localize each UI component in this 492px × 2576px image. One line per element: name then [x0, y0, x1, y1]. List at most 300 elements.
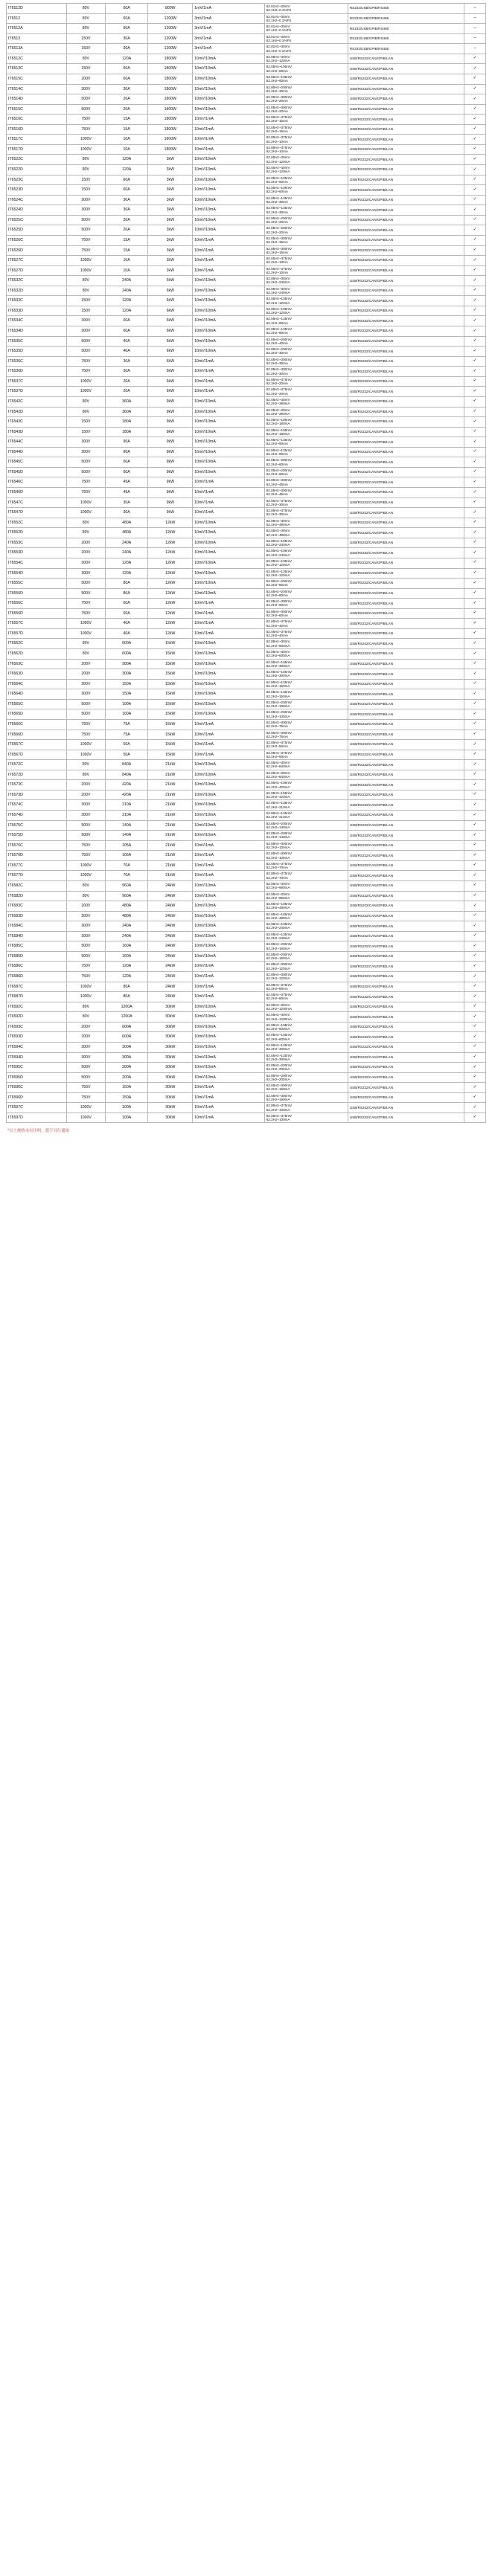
- range-line: 62.2Hz~100mA: [266, 1118, 290, 1122]
- cell-voltage: 1000V: [66, 144, 105, 155]
- table-row: [7, 286, 486, 296]
- cell-current: 600A: [105, 1022, 147, 1032]
- cell-current: 150A: [105, 679, 147, 689]
- cell-power: 3kW: [148, 155, 193, 165]
- cell-model: IT6512C: [7, 54, 67, 64]
- cell-check: ✓: [464, 165, 486, 176]
- cell-power: 24kW: [148, 921, 193, 932]
- cell-power: 15kW: [148, 669, 193, 680]
- cell-interface: USB/RS232/CAN/GPIB/LAN: [348, 256, 464, 266]
- cell-interface: USB/RS232/CAN/GPIB/LAN: [348, 730, 464, 740]
- range-line: 62.2Hz~960mA: [266, 886, 290, 890]
- cell-model: IT6532D: [7, 286, 67, 296]
- cell-power: 6kW: [148, 276, 193, 286]
- cell-range: [264, 901, 348, 912]
- cell-interface: USB/RS232/CAN/GPIB/LAN: [348, 387, 464, 397]
- table-body: [7, 4, 486, 1123]
- cell-model: IT6535C: [7, 336, 67, 347]
- cell-model: IT6535D: [7, 347, 67, 357]
- cell-interface: USB/RS232/CAN/GPIB/LAN: [348, 880, 464, 891]
- table-row: [7, 155, 486, 165]
- table-row: [7, 447, 486, 457]
- cell-interface: USB/RS232/CAN/GPIB/LAN: [348, 811, 464, 821]
- range-line: 62.05Hz~30mV: [266, 761, 290, 765]
- cell-check: ✓: [464, 921, 486, 932]
- range-line: 62.2Hz~120mA: [266, 573, 290, 577]
- cell-power: 1200W: [148, 13, 193, 24]
- cell-voltage: 300V: [66, 800, 105, 811]
- cell-range: [264, 851, 348, 861]
- cell-resolution: 10mV/10mA: [193, 165, 264, 176]
- cell-resolution: 10mV/1mA: [193, 488, 264, 498]
- table-row: [7, 427, 486, 437]
- cell-voltage: 300V: [66, 689, 105, 700]
- cell-current: 210A: [105, 811, 147, 821]
- cell-voltage: 750V: [66, 1083, 105, 1093]
- cell-power: 21kW: [148, 760, 193, 770]
- cell-check: ✓: [464, 1092, 486, 1103]
- cell-model: IT6547C: [7, 498, 67, 508]
- cell-resolution: 10mV/10mA: [193, 800, 264, 811]
- cell-current: 60A: [105, 24, 147, 34]
- cell-current: 600A: [105, 649, 147, 660]
- range-line: 62.2Hz~60mA: [266, 179, 288, 184]
- cell-interface: USB/RS232/CAN/GPIB/LAN: [348, 316, 464, 326]
- cell-interface: USB/RS232/CAN/GPIB/LAN: [348, 669, 464, 680]
- cell-power: 15kW: [148, 750, 193, 760]
- cell-interface: USB/RS232/CAN/GPIB/LAN: [348, 860, 464, 871]
- cell-power: 30kW: [148, 1103, 193, 1113]
- cell-interface: USB/RS232/CAN/GPIB/LAN: [348, 628, 464, 639]
- cell-resolution: 10mV/1mA: [193, 860, 264, 871]
- cell-voltage: 500V: [66, 941, 105, 952]
- cell-power: 3kW: [148, 195, 193, 205]
- range-line: 62.2Hz~90mA: [266, 452, 288, 457]
- cell-current: 80A: [105, 982, 147, 992]
- cell-range: [264, 639, 348, 649]
- table-row: [7, 124, 486, 135]
- cell-interface: USB/RS232/CAN/GPIB/LAN: [348, 599, 464, 609]
- cell-range: [264, 347, 348, 357]
- cell-current: 40A: [105, 619, 147, 629]
- cell-model: IT6532C: [7, 276, 67, 286]
- range-line: 62.2Hz~60mA: [266, 68, 288, 73]
- table-row: [7, 44, 486, 54]
- table-row: [7, 1022, 486, 1032]
- cell-range: [264, 941, 348, 952]
- cell-model: IT6596D: [7, 1092, 67, 1103]
- cell-range: [264, 407, 348, 417]
- cell-current: 480A: [105, 518, 147, 528]
- cell-check: –: [464, 44, 486, 54]
- cell-power: 15kW: [148, 659, 193, 669]
- cell-current: 30A: [105, 195, 147, 205]
- cell-power: 1800W: [148, 135, 193, 145]
- range-line: 62.2Hz~140mA: [266, 835, 290, 840]
- cell-voltage: 1000V: [66, 740, 105, 750]
- range-line: 62.05Hz~300mV: [266, 489, 293, 492]
- table-row: [7, 992, 486, 1002]
- table-row: [7, 619, 486, 629]
- cell-voltage: 750V: [66, 840, 105, 851]
- cell-check: ✓: [464, 860, 486, 871]
- cell-current: 200A: [105, 1072, 147, 1083]
- cell-model: IT6536C: [7, 356, 67, 367]
- range-line: 62.05Hz~135mV: [266, 801, 293, 805]
- table-row: [7, 941, 486, 952]
- cell-voltage: 1000V: [66, 628, 105, 639]
- cell-interface: USB/RS232/CAN/GPIB/LAN: [348, 982, 464, 992]
- cell-current: 300A: [105, 669, 147, 680]
- cell-voltage: 500V: [66, 579, 105, 589]
- cell-power: 9kW: [148, 417, 193, 428]
- cell-power: 6kW: [148, 347, 193, 357]
- cell-range: [264, 921, 348, 932]
- cell-check: ✓: [464, 235, 486, 245]
- range-line: 62.2Hz~60mA: [266, 331, 288, 335]
- range-line: 62.05Hz~105mV: [266, 538, 293, 543]
- cell-current: 105A: [105, 840, 147, 851]
- range-line: 62.05Hz~135mV: [266, 922, 293, 927]
- cell-range: [264, 568, 348, 579]
- cell-model: IT6567D: [7, 750, 67, 760]
- cell-interface: USB/RS232/CAN/GPIB/LAN: [348, 1063, 464, 1073]
- cell-range: [264, 376, 348, 387]
- cell-model: IT6577C: [7, 860, 67, 871]
- cell-voltage: 300V: [66, 568, 105, 579]
- cell-model: IT6524D: [7, 205, 67, 216]
- cell-check: ✓: [464, 931, 486, 941]
- cell-check: ✓: [464, 891, 486, 901]
- cell-resolution: 10mV/1mA: [193, 135, 264, 145]
- cell-resolution: 10mV/10mA: [193, 447, 264, 457]
- cell-check: ✓: [464, 982, 486, 992]
- cell-voltage: 500V: [66, 951, 105, 962]
- cell-model: IT6533C: [7, 296, 67, 306]
- cell-power: 9kW: [148, 457, 193, 468]
- cell-interface: USB/RS232/CAN/GPIB/LAN: [348, 548, 464, 558]
- range-line: 62.05Hz~105mV: [266, 176, 293, 180]
- cell-interface: USB/RS232/CAN/GPIB/LAN: [348, 962, 464, 972]
- table-row: [7, 871, 486, 881]
- range-line: 62.2Hz~60mA: [266, 79, 288, 83]
- cell-interface: USB/RS232/CAN/GPIB/LAN: [348, 689, 464, 700]
- cell-range: [264, 820, 348, 831]
- range-line: 62.2Hz~160mA: [266, 946, 290, 950]
- cell-voltage: 1000V: [66, 135, 105, 145]
- cell-check: ✓: [464, 144, 486, 155]
- range-line: 62.2Hz~20mA: [266, 109, 288, 113]
- cell-interface: USB/RS232/CAN/GPIB/LAN: [348, 538, 464, 548]
- cell-model: IT6555C: [7, 579, 67, 589]
- range-line: 62.05Hz~30mV: [266, 155, 290, 160]
- cell-interface: USB/RS232/CAN/GPIB/LAN: [348, 851, 464, 861]
- cell-check: ✓: [464, 286, 486, 296]
- cell-check: ✓: [464, 669, 486, 680]
- cell-interface: USB/RS232/CAN/GPIB/LAN: [348, 1083, 464, 1093]
- cell-range: [264, 24, 348, 34]
- cell-resolution: 10mV/10mA: [193, 699, 264, 709]
- cell-resolution: 10mV/10mA: [193, 286, 264, 296]
- cell-model: IT6533D: [7, 306, 67, 316]
- range-line: 62.05Hz~135mV: [266, 569, 293, 573]
- cell-interface: USB/RS232/CAN/GPIB/LAN: [348, 135, 464, 145]
- range-line: 62.2Hz~120mA: [266, 59, 290, 63]
- cell-power: 800W: [148, 4, 193, 14]
- cell-interface: USB/RS232/CAN/GPIB/LAN: [348, 911, 464, 921]
- cell-model: IT6587D: [7, 992, 67, 1002]
- range-line: 62.05Hz~200mV: [266, 347, 293, 352]
- cell-voltage: 200V: [66, 659, 105, 669]
- cell-check: ✓: [464, 508, 486, 518]
- cell-resolution: 10mV/10mA: [193, 306, 264, 316]
- cell-power: 21kW: [148, 851, 193, 861]
- range-line: 62.1Hz~0.1%FS: [266, 38, 292, 42]
- cell-range: [264, 972, 348, 982]
- cell-voltage: 300V: [66, 921, 105, 932]
- table-row: [7, 4, 486, 14]
- cell-power: 6kW: [148, 336, 193, 347]
- cell-range: [264, 1103, 348, 1113]
- cell-check: ✓: [464, 558, 486, 568]
- cell-resolution: 10mV/10mA: [193, 639, 264, 649]
- range-line: 62.2Hz~80mA: [266, 593, 288, 597]
- cell-model: IT6554D: [7, 568, 67, 579]
- cell-model: IT6547D: [7, 508, 67, 518]
- cell-resolution: 10mV/10mA: [193, 931, 264, 941]
- cell-check: ✓: [464, 880, 486, 891]
- cell-range: [264, 467, 348, 477]
- cell-model: IT6572C: [7, 760, 67, 770]
- cell-model: IT6545D: [7, 467, 67, 477]
- cell-model: IT6546D: [7, 488, 67, 498]
- cell-current: 120A: [105, 54, 147, 64]
- table-row: [7, 962, 486, 972]
- range-line: 62.2Hz~150mA: [266, 683, 290, 688]
- cell-model: IT6584C: [7, 921, 67, 932]
- range-line: 62.05Hz~30mV: [266, 881, 290, 886]
- cell-range: [264, 276, 348, 286]
- cell-resolution: 3mV/1mA: [193, 24, 264, 34]
- cell-current: 300A: [105, 659, 147, 669]
- table-row: [7, 820, 486, 831]
- cell-power: 15kW: [148, 730, 193, 740]
- cell-voltage: 80V: [66, 518, 105, 528]
- range-line: 62.2Hz~240mA: [266, 926, 290, 930]
- cell-range: [264, 306, 348, 316]
- cell-power: 12kW: [148, 628, 193, 639]
- range-line: 62.2Hz~100mA: [266, 704, 290, 709]
- cell-range: [264, 800, 348, 811]
- range-line: 62.2Hz~40mA: [266, 351, 288, 355]
- cell-current: 20A: [105, 215, 147, 225]
- cell-voltage: 750V: [66, 235, 105, 245]
- cell-interface: USB/RS232/CAN/GPIB/LAN: [348, 800, 464, 811]
- cell-current: 60A: [105, 457, 147, 468]
- cell-resolution: 10mV/1mA: [193, 1083, 264, 1093]
- cell-voltage: 300V: [66, 205, 105, 216]
- cell-power: 24kW: [148, 962, 193, 972]
- cell-voltage: 500V: [66, 215, 105, 225]
- cell-range: [264, 1052, 348, 1063]
- cell-check: ✓: [464, 639, 486, 649]
- cell-resolution: 10mV/1mA: [193, 508, 264, 518]
- cell-voltage: 750V: [66, 477, 105, 488]
- range-line: 62.05Hz~135mV: [266, 74, 293, 79]
- cell-model: IT6567C: [7, 740, 67, 750]
- cell-current: 960A: [105, 891, 147, 901]
- cell-range: [264, 518, 348, 528]
- cell-range: [264, 1012, 348, 1023]
- cell-power: 12kW: [148, 558, 193, 568]
- range-line: 62.05Hz~300mV: [266, 236, 293, 240]
- cell-model: IT6526C: [7, 235, 67, 245]
- cell-interface: USB/RS232/CAN/GPIB/LAN: [348, 467, 464, 477]
- range-line: 62.2Hz~160mA: [266, 956, 290, 961]
- cell-check: ✓: [464, 488, 486, 498]
- cell-resolution: 10mV/10mA: [193, 901, 264, 912]
- cell-current: 60A: [105, 326, 147, 337]
- cell-resolution: 10mV/10mA: [193, 396, 264, 407]
- range-line: 62.2Hz~480mA: [266, 532, 290, 537]
- table-row: [7, 528, 486, 538]
- cell-check: ✓: [464, 901, 486, 912]
- cell-resolution: 10mV/10mA: [193, 155, 264, 165]
- cell-power: 9kW: [148, 498, 193, 508]
- table-row: [7, 709, 486, 720]
- range-line: 62.2Hz~600mA: [266, 1037, 290, 1041]
- cell-resolution: 10mV/10mA: [193, 427, 264, 437]
- cell-resolution: 10mV/1mA: [193, 1112, 264, 1123]
- range-line: 62.01Hz~30mV: [266, 14, 290, 19]
- cell-voltage: 80V: [66, 528, 105, 538]
- range-line: 62.05Hz~375mV: [266, 741, 293, 745]
- cell-power: 30kW: [148, 1052, 193, 1063]
- table-row: [7, 518, 486, 528]
- cell-check: ✓: [464, 306, 486, 316]
- table-row: [7, 1103, 486, 1113]
- table-row: [7, 396, 486, 407]
- cell-voltage: 80V: [66, 396, 105, 407]
- cell-interface: USB/RS232/CAN/GPIB/LAN: [348, 296, 464, 306]
- table-row: [7, 760, 486, 770]
- cell-model: IT6565D: [7, 709, 67, 720]
- cell-resolution: 10mV/10mA: [193, 891, 264, 901]
- table-row: [7, 740, 486, 750]
- cell-check: ✓: [464, 992, 486, 1002]
- range-line: 62.05Hz~135mV: [266, 690, 293, 695]
- range-line: 62.2Hz~1200mA: [266, 1017, 293, 1021]
- range-line: 62.2Hz~60mA: [266, 603, 288, 608]
- cell-check: ✓: [464, 447, 486, 457]
- cell-current: 80A: [105, 588, 147, 599]
- cell-interface: USB/RS232/CAN/GPIB/LAN: [348, 558, 464, 568]
- cell-voltage: 300V: [66, 1052, 105, 1063]
- cell-current: 1200A: [105, 1002, 147, 1012]
- cell-current: 10A: [105, 135, 147, 145]
- range-line: 62.2Hz~30mA: [266, 210, 288, 214]
- cell-range: [264, 185, 348, 196]
- cell-voltage: 150V: [66, 175, 105, 185]
- cell-range: [264, 699, 348, 709]
- table-row: [7, 24, 486, 34]
- cell-range: [264, 54, 348, 64]
- range-line: 62.05Hz~375mV: [266, 125, 293, 129]
- cell-current: 60A: [105, 13, 147, 24]
- cell-model: IT6566C: [7, 719, 67, 730]
- cell-range: [264, 840, 348, 851]
- cell-interface: USB/RS232/CAN/GPIB/LAN: [348, 992, 464, 1002]
- cell-range: [264, 1022, 348, 1032]
- cell-current: 60A: [105, 608, 147, 619]
- cell-model: IT6534C: [7, 316, 67, 326]
- cell-range: [264, 558, 348, 568]
- cell-interface: USB/RS232/CAN/GPIB/LAN: [348, 891, 464, 901]
- cell-model: IT6554C: [7, 558, 67, 568]
- cell-check: ✓: [464, 760, 486, 770]
- range-line: 62.2Hz~80mA: [266, 583, 288, 587]
- table-row: [7, 437, 486, 448]
- cell-power: 15kW: [148, 699, 193, 709]
- cell-interface: USB/RS232/CAN/GPIB/LAN: [348, 740, 464, 750]
- range-line: 62.2Hz~600mA: [266, 1027, 290, 1031]
- cell-voltage: 1000V: [66, 498, 105, 508]
- cell-interface: USB/RS232/CAN/GPIB/LAN: [348, 951, 464, 962]
- range-line: 62.2Hz~10mA: [266, 149, 288, 154]
- range-line: 62.05Hz~200mV: [266, 831, 293, 836]
- range-line: 62.2Hz~120mA: [266, 300, 290, 305]
- cell-model: IT6552C: [7, 518, 67, 528]
- range-line: 62.2Hz~30mA: [266, 512, 288, 517]
- cell-voltage: 1000V: [66, 265, 105, 276]
- cell-power: 3kW: [148, 185, 193, 196]
- range-line: 62.05Hz~105mV: [266, 670, 293, 674]
- cell-check: ✓: [464, 770, 486, 780]
- range-line: 62.2Hz~30mA: [266, 502, 288, 506]
- cell-resolution: 10mV/10mA: [193, 407, 264, 417]
- range-line: 62.05Hz~200mV: [266, 579, 293, 584]
- range-line: 62.05Hz~105mV: [266, 660, 293, 664]
- cell-current: 100A: [105, 699, 147, 709]
- range-line: 62.05Hz~200mV: [266, 226, 293, 231]
- cell-model: IT6597D: [7, 1112, 67, 1123]
- cell-power: 9kW: [148, 427, 193, 437]
- cell-check: ✓: [464, 74, 486, 84]
- range-line: 62.2Hz~120mA: [266, 311, 290, 315]
- table-row: [7, 467, 486, 477]
- range-line: 62.2Hz~120mA: [266, 966, 290, 970]
- range-line: 62.2Hz~1200mA: [266, 1006, 293, 1011]
- range-line: 62.2Hz~240mA: [266, 280, 290, 285]
- cell-range: [264, 336, 348, 347]
- cell-model: IT6517C: [7, 135, 67, 145]
- cell-current: 20A: [105, 94, 147, 105]
- table-row: [7, 104, 486, 115]
- cell-current: 15A: [105, 245, 147, 256]
- cell-current: 240A: [105, 276, 147, 286]
- cell-current: 120A: [105, 296, 147, 306]
- cell-power: 6kW: [148, 306, 193, 316]
- table-row: [7, 689, 486, 700]
- range-line: 62.05Hz~300mV: [266, 1093, 293, 1098]
- cell-interface: RS232/USB/GPIB/RS485: [348, 4, 464, 14]
- cell-power: 21kW: [148, 770, 193, 780]
- cell-model: IT6573D: [7, 790, 67, 800]
- cell-check: ✓: [464, 115, 486, 125]
- cell-model: IT6557C: [7, 619, 67, 629]
- cell-power: 12kW: [148, 518, 193, 528]
- cell-model: IT6585C: [7, 941, 67, 952]
